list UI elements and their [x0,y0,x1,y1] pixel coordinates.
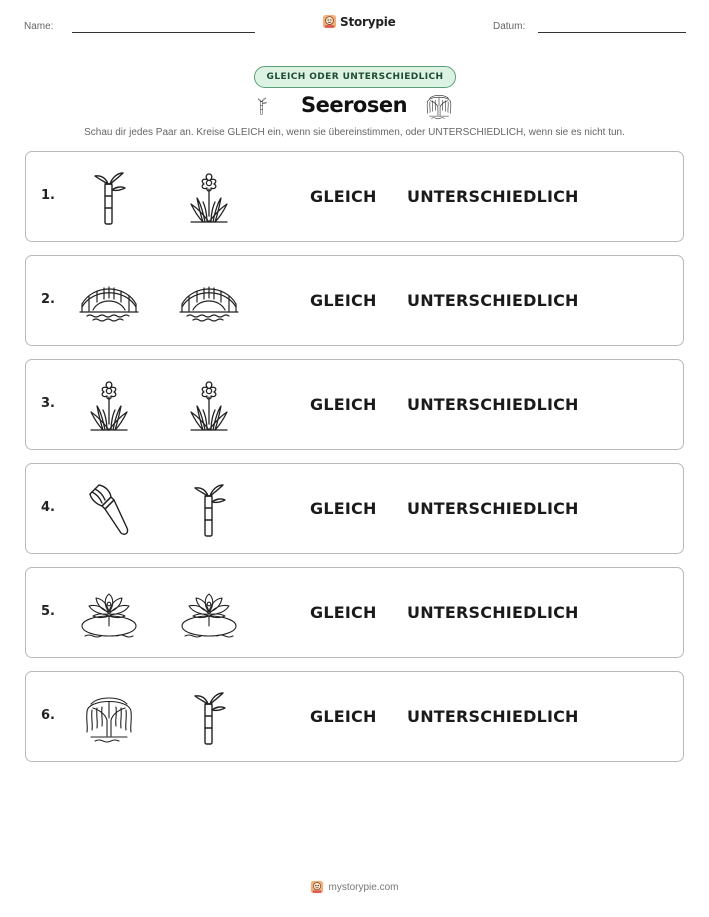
question-number: 4. [41,500,55,515]
date-field-line[interactable] [538,32,686,33]
date-label: Datum: [493,21,526,32]
question-number: 3. [41,396,55,411]
worksheet-type-badge: GLEICH ODER UNTERSCHIEDLICH [254,66,456,88]
willow-tree-icon [79,690,139,746]
daffodil-icon [179,378,239,434]
name-field-line[interactable] [72,32,255,33]
option-different[interactable]: UNTERSCHIEDLICH [407,187,579,206]
option-same[interactable]: GLEICH [310,603,377,622]
bamboo-icon [179,482,239,538]
storypie-logo-icon [310,880,324,894]
option-different[interactable]: UNTERSCHIEDLICH [407,603,579,622]
question-number: 1. [41,188,55,203]
footer-url[interactable]: mystorypie.com [328,881,399,893]
option-same[interactable]: GLEICH [310,707,377,726]
paintbrush-icon [79,482,139,538]
option-same[interactable]: GLEICH [310,187,377,206]
question-row-2 [25,255,684,346]
option-different[interactable]: UNTERSCHIEDLICH [407,707,579,726]
brand [322,14,396,29]
question-row-1 [25,151,684,242]
bridge-icon [179,274,239,330]
brand-name: Storypie [340,14,396,29]
page-title: Seerosen [300,93,408,117]
instructions: Schau dir jedes Paar an. Kreise GLEICH ein, wenn sie übereinstimmen, oder UNTERSCHIEDLICH, wenn sie es nicht tun. [84,127,625,138]
daffodil-icon [79,378,139,434]
bamboo-icon [179,690,239,746]
bamboo-icon [258,91,278,121]
option-different[interactable]: UNTERSCHIEDLICH [407,395,579,414]
option-same[interactable]: GLEICH [310,499,377,518]
option-same[interactable]: GLEICH [310,395,377,414]
willow-tree-icon [423,91,455,121]
footer [0,880,709,894]
question-list [25,151,684,775]
water-lily-icon [79,586,139,642]
question-number: 5. [41,604,55,619]
option-different[interactable]: UNTERSCHIEDLICH [407,291,579,310]
question-row-3 [25,359,684,450]
title-row [0,90,709,124]
question-number: 6. [41,708,55,723]
question-number: 2. [41,292,55,307]
name-label: Name: [24,21,54,32]
bamboo-icon [79,170,139,226]
option-same[interactable]: GLEICH [310,291,377,310]
water-lily-icon [179,586,239,642]
question-row-5 [25,567,684,658]
storypie-logo-icon [322,14,337,29]
bridge-icon [79,274,139,330]
daffodil-icon [179,170,239,226]
question-row-6 [25,671,684,762]
question-row-4 [25,463,684,554]
option-different[interactable]: UNTERSCHIEDLICH [407,499,579,518]
